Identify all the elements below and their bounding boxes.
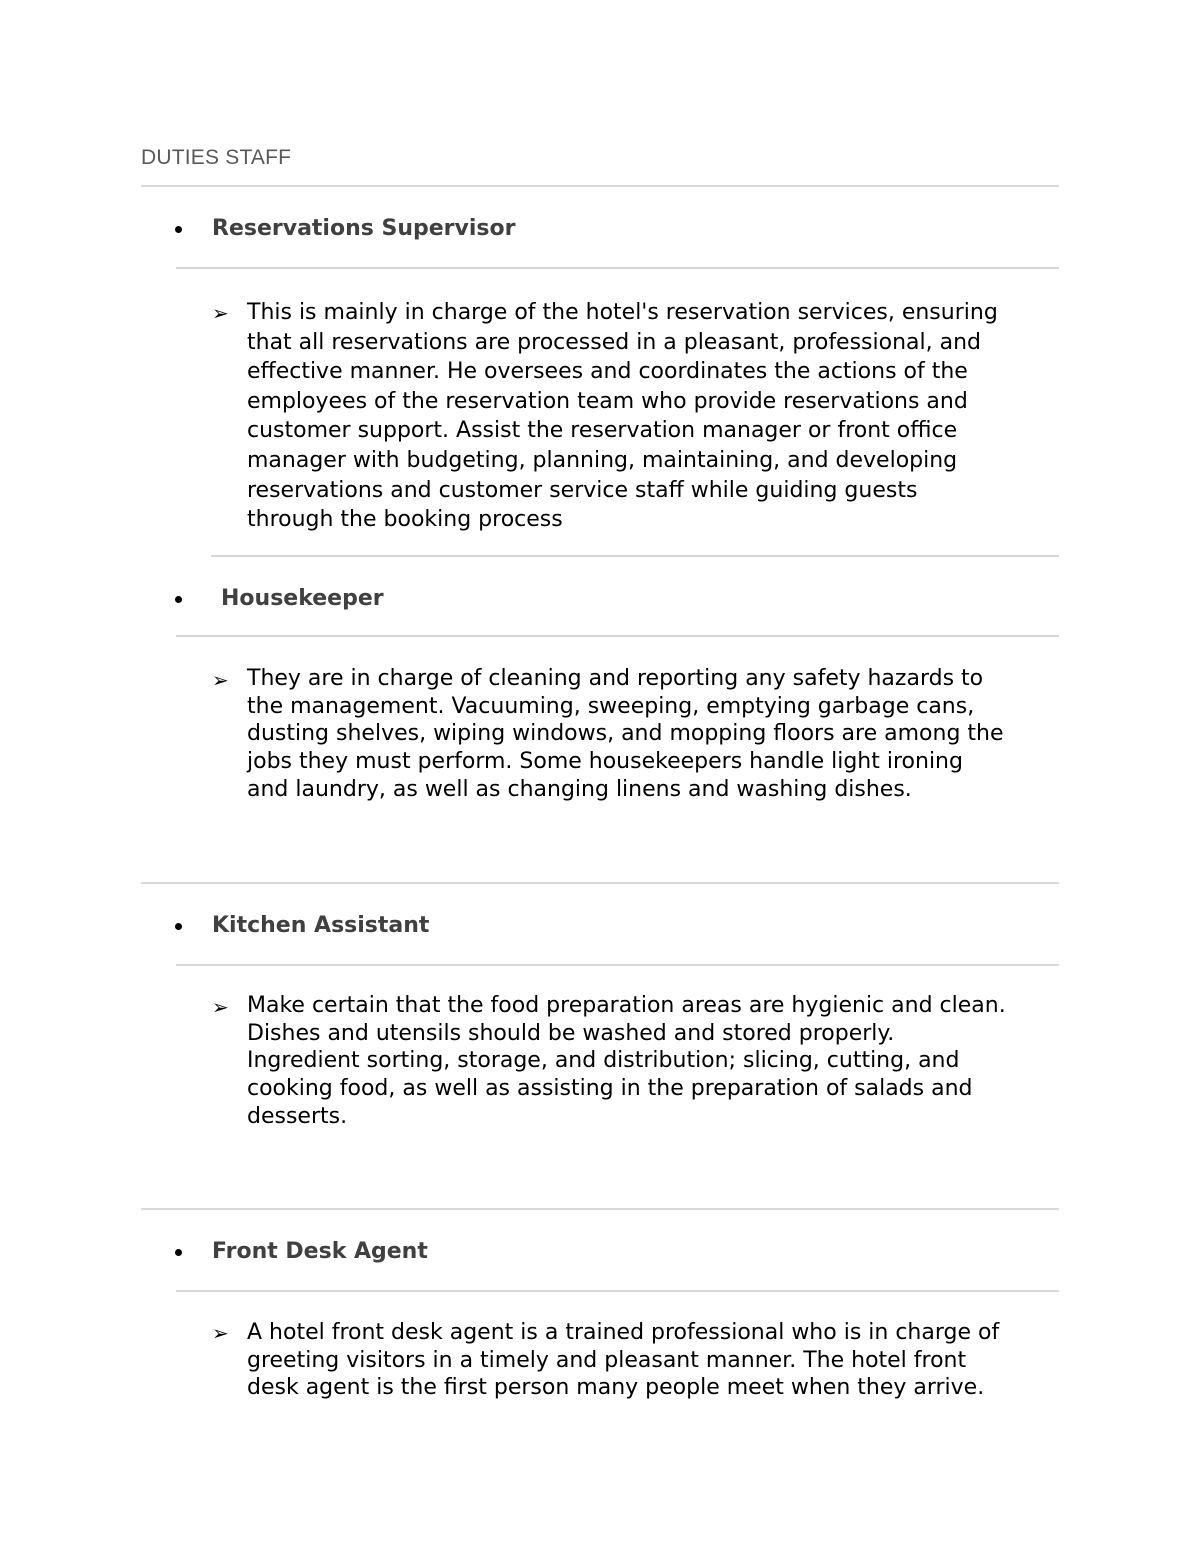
bullet-icon [173,595,183,605]
duty-description-reservations-supervisor: This is mainly in charge of the hotel's reservation services, ensuring that all reservations are processed in a pleasant, professional, and effective manner. He oversees and coordinates the actions of the employees of the reservation team who provide reservations and customer support. Assist the reservation manager or front office manager with budgeting, planning, maintaining, and developing reservations and customer service staff while guiding guests through the booking process [247,300,998,533]
divider [176,635,1059,637]
arrow-bullet-icon: ➢ [212,995,229,1019]
divider [141,185,1059,187]
divider [141,1208,1059,1210]
bullet-icon [173,922,183,932]
role-heading-kitchen-assistant: Kitchen Assistant [212,913,430,938]
arrow-bullet-icon: ➢ [212,1321,229,1345]
divider [141,882,1059,884]
arrow-bullet-icon: ➢ [212,301,229,325]
role-heading-front-desk-agent: Front Desk Agent [212,1239,428,1264]
duty-description-kitchen-assistant: Make certain that the food preparation areas are hygienic and clean. Dishes and utensils should be washed and stored properly. Ingredient sorting, storage, and distribution; slicing, cutting, and cooking food, as well as assisting in the preparation of salads and desserts. [247,993,1006,1129]
bullet-icon [173,1248,183,1258]
role-heading-reservations-supervisor: Reservations Supervisor [212,216,516,241]
page-title: DUTIES STAFF [141,146,292,169]
role-heading-housekeeper: Housekeeper [221,586,384,611]
divider [176,964,1059,966]
duty-description-housekeeper: They are in charge of cleaning and reporting any safety hazards to the management. Vacuuming, sweeping, emptying garbage cans, dusting shelves, wiping windows, and mopping floors are among the jobs they must perform. Some housekeepers handle light ironing and laundry, as well as changing linens and washing dishes. [247,666,1004,802]
divider [176,267,1059,269]
divider [211,555,1059,557]
divider [176,1290,1059,1292]
duty-description-front-desk-agent: A hotel front desk agent is a trained professional who is in charge of greeting visitors in a timely and pleasant manner. The hotel front desk agent is the first person many people meet when they arrive. [247,1320,1000,1401]
bullet-icon [173,225,183,235]
arrow-bullet-icon: ➢ [212,668,229,692]
